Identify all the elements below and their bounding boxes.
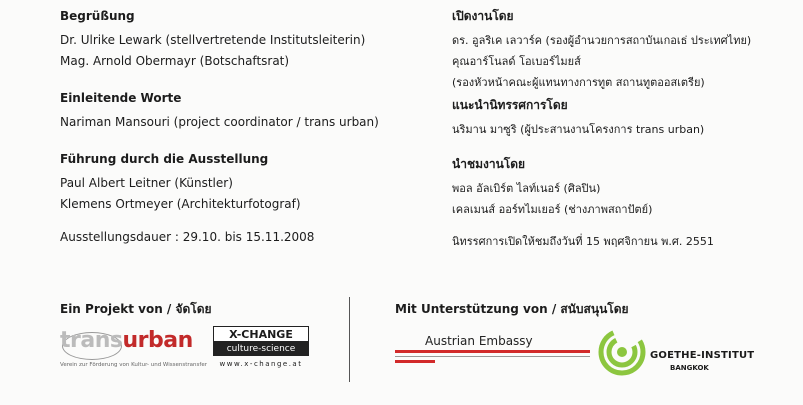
embassy-name: Austrian Embassy [425,334,533,348]
support-label: Mit Unterstützung von / สนับสนุนโดย [395,302,629,316]
goethe-city: BANGKOK [670,364,709,372]
thai-section-title-intro: แนะนำนิทรรศการโดย [452,98,568,112]
transurban-wordmark: transurban [60,328,193,353]
thai-tour-line-2: เคลเมนส์ ออร์ทไมเยอร์ (ช่างภาพสถาปัตย์) [452,203,653,216]
thai-tour-line-1: พอล อัลเบิร์ต ไลท์เนอร์ (ศิลปิน) [452,182,601,195]
thai-section-title-tour: นำชมงานโดย [452,157,526,171]
exhibition-dates-de: Ausstellungsdauer : 29.10. bis 15.11.2008 [60,230,315,244]
goethe-name: GOETHE-INSTITUT [650,350,755,361]
section-title-welcome: Begrüßung [60,9,135,23]
thai-opening-line-2: คุณอาร์โนลด์ โอเบอร์ไมยส์ [452,55,581,68]
section-title-intro: Einleitende Worte [60,91,182,105]
transurban-tagline: Verein zur Förderung von Kultur- und Wissenstransfer [60,362,207,368]
xchange-subtitle: culture-science [213,342,309,356]
tour-line-1: Paul Albert Leitner (Künstler) [60,176,233,190]
thai-opening-line-3: (รองหัวหน้าคณะผู้แทนทางการทูต สถานทูตออสเตรีย) [452,76,705,89]
xchange-logo [213,326,309,374]
austrian-embassy-logo [395,334,590,378]
transurban-logo [60,328,207,380]
goethe-institut-logo [598,328,758,380]
thai-column [452,8,792,220]
xchange-url: www.x-change.at [219,360,303,368]
german-column [60,8,420,215]
xchange-title: X-CHANGE [213,326,309,342]
thai-section-title-opening: เปิดงานโดย [452,9,514,23]
project-label: Ein Projekt von / จัดโดย [60,302,212,316]
welcome-line-1: Dr. Ulrike Lewark (stellvertretende Institutsleiterin) [60,33,366,47]
tour-line-2: Klemens Ortmeyer (Architekturfotograf) [60,197,301,211]
goethe-spiral-icon [598,328,646,376]
welcome-line-2: Mag. Arnold Obermayr (Botschaftsrat) [60,54,290,68]
intro-line-1: Nariman Mansouri (project coordinator / trans urban) [60,115,379,129]
thai-opening-line-1: ดร. อูลริเค เลวาร์ค (รองผู้อำนวยการสถาบันเกอเธ่ ประเทศไทย) [452,34,752,47]
section-title-tour: Führung durch die Ausstellung [60,152,269,166]
thai-intro-line-1: นริมาน มาซูริ (ผู้ประสานงานโครงการ trans urban) [452,123,705,136]
footer-divider [349,297,350,382]
exhibition-dates-th: นิทรรศการเปิดให้ชมถึงวันที่ 15 พฤศจิกายน พ.ศ. 2551 [452,235,714,248]
